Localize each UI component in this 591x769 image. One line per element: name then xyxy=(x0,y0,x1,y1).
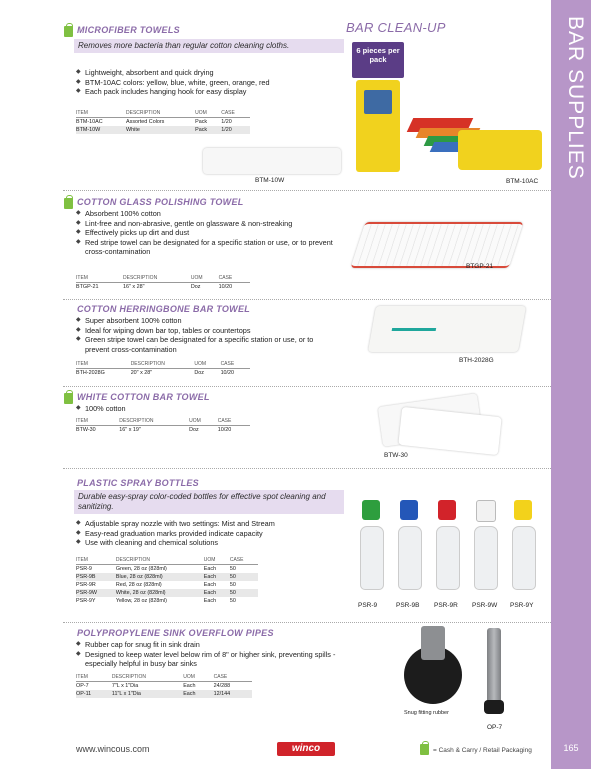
bullet-item: ◆ Green stripe towel can be designated for a specific station or use, or to prevent cross-contamination xyxy=(76,335,338,354)
microfiber-table: ITEM DESCRIPTION UOM CASE BTM-10AC Assorted Colors Pack 1/20 BTM-10W White Pack 1/20 xyxy=(76,110,250,134)
bullet-item: ◆ Adjustable spray nozzle with two settings: Mist and Stream xyxy=(76,519,351,529)
section-divider xyxy=(63,468,551,469)
table-row: OP-11 11"L x 1"Dia Each 12/144 xyxy=(76,690,252,698)
white-towel-bullets xyxy=(76,404,276,414)
section-divider xyxy=(63,299,551,300)
image-label: Snug fitting rubber xyxy=(404,710,449,716)
bullet-item: ◆ Rubber cap for snug fit in sink drain xyxy=(76,640,351,650)
page-heading: BAR CLEAN-UP xyxy=(346,20,446,35)
herringbone-heading: COTTON HERRINGBONE BAR TOWEL xyxy=(77,304,251,314)
bullet-item: ◆ Easy-read graduation marks provided indicate capacity xyxy=(76,529,351,539)
herringbone-towel-image xyxy=(368,306,526,352)
spray-heading: PLASTIC SPRAY BOTTLES xyxy=(77,478,199,488)
image-label: PSR-9 xyxy=(358,602,378,609)
image-label: PSR-9W xyxy=(472,602,498,609)
bullet-item: ◆ Red stripe towel can be designated for a specific station or use, or to prevent cross-contamination xyxy=(76,238,338,257)
spray-bottle-image xyxy=(360,526,384,590)
pack-callout: 6 pieces per pack xyxy=(352,42,404,78)
table-row: BTW-30 16" x 19" Doz 10/20 xyxy=(76,427,232,433)
table-row: BTM-10AC Assorted Colors Pack 1/20 xyxy=(76,119,232,125)
image-label: PSR-9R xyxy=(434,602,458,609)
bullet-item: ◆ Effectively picks up dirt and dust xyxy=(76,228,338,238)
table-row: OP-7 7"L x 1"Dia Each 24/288 xyxy=(76,683,231,689)
white-towel-image xyxy=(398,407,501,455)
cash-carry-bag-icon xyxy=(64,26,73,37)
assorted-towels-image xyxy=(410,118,544,170)
page-number: 165 xyxy=(551,738,591,758)
red-trigger-icon xyxy=(438,500,456,520)
white-trigger-icon xyxy=(476,500,496,522)
bullet-item: ◆ Lint-free and non-abrasive, gentle on glassware & non-streaking xyxy=(76,219,338,229)
yellow-pack-image xyxy=(356,80,400,172)
table-row: PSR-9B Blue, 28 oz (828ml) Each 50 xyxy=(76,573,258,581)
cash-carry-bag-icon xyxy=(420,744,429,755)
spray-bottles-row xyxy=(352,496,548,616)
winco-logo: winco xyxy=(277,742,335,756)
footer-legend: = Cash & Carry / Retail Packaging xyxy=(433,747,532,754)
section-divider xyxy=(63,190,551,191)
glass-towel-bullets xyxy=(76,209,338,257)
sink-pipe-table: ITEM DESCRIPTION UOM CASE OP-7 7"L x 1"Dia Each 24/288 OP-11 11"L x 1"Dia Each 12/144 xyxy=(76,674,252,698)
sink-pipe-heading: POLYPROPYLENE SINK OVERFLOW PIPES xyxy=(77,628,274,638)
spray-highlight: Durable easy-spray color-coded bottles for effective spot cleaning and sanitizing. xyxy=(74,490,344,514)
table-row: BTGP-21 16" x 28" Doz 10/20 xyxy=(76,284,233,290)
section-divider xyxy=(63,622,551,623)
rubber-cap-image xyxy=(404,646,462,704)
glass-towel-table: ITEM DESCRIPTION UOM CASE BTGP-21 16" x 28" Doz 10/20 xyxy=(76,275,250,291)
herringbone-bullets xyxy=(76,316,338,354)
spray-bullets xyxy=(76,519,351,548)
glass-towel-image xyxy=(351,222,524,268)
white-towel-heading: WHITE COTTON BAR TOWEL xyxy=(77,392,210,402)
image-label: PSR-9B xyxy=(396,602,420,609)
blue-trigger-icon xyxy=(400,500,418,520)
bullet-item: ◆ Use with cleaning and chemical solutions xyxy=(76,538,351,548)
bullet-item: ◆ Designed to keep water level below rim of 8" or higher sink, preventing spills - especially helpful in busy bar sinks xyxy=(76,650,351,669)
sidebar-title: BAR SUPPLIES xyxy=(564,16,587,180)
table-row: PSR-9W White, 28 oz (828ml) Each 50 xyxy=(76,589,258,597)
white-towel-table: ITEM DESCRIPTION UOM CASE BTW-30 16" x 19" Doz 10/20 xyxy=(76,418,250,434)
section-sidebar xyxy=(551,0,591,769)
spray-bottle-image xyxy=(474,526,498,590)
image-label: OP-7 xyxy=(487,724,503,731)
sink-pipe-bullets xyxy=(76,640,351,669)
image-label: PSR-9Y xyxy=(510,602,534,609)
green-trigger-icon xyxy=(362,500,380,520)
overflow-pipe-image xyxy=(487,628,501,710)
bullet-item: ◆ Absorbent 100% cotton xyxy=(76,209,338,219)
table-row: BTM-10W White Pack 1/20 xyxy=(76,126,250,134)
spray-bottle-image xyxy=(436,526,460,590)
image-label: BTGP-21 xyxy=(466,263,494,270)
image-label: BTH-2028G xyxy=(459,357,494,364)
bullet-item: ◆ Super absorbent 100% cotton xyxy=(76,316,338,326)
bullet-item: ◆ Each pack includes hanging hook for easy display xyxy=(76,87,341,97)
table-row: PSR-9Y Yellow, 28 oz (828ml) Each 50 xyxy=(76,598,236,604)
herringbone-table: ITEM DESCRIPTION UOM CASE BTH-2028G 20" x 28" Doz 10/20 xyxy=(76,361,250,377)
image-label: BTM-10AC xyxy=(506,178,539,185)
yellow-trigger-icon xyxy=(514,500,532,520)
microfiber-white-towel-image xyxy=(203,148,341,174)
spray-bottle-image xyxy=(398,526,422,590)
bullet-item: ◆ Lightweight, absorbent and quick drying xyxy=(76,68,341,78)
bullet-item: ◆ 100% cotton xyxy=(76,404,276,414)
section-divider xyxy=(63,386,551,387)
image-label: BTW-30 xyxy=(384,452,408,459)
microfiber-bullets xyxy=(76,68,341,97)
table-row: BTH-2028G 20" x 28" Doz 10/20 xyxy=(76,370,235,376)
footer-url[interactable]: www.wincous.com xyxy=(76,744,150,754)
cash-carry-bag-icon xyxy=(64,198,73,209)
spray-table: ITEM DESCRIPTION UOM CASE PSR-9 Green, 28 oz (828ml) Each 50 PSR-9B Blue, 28 oz (828ml) Each 50 PSR-9R Red, 28 oz (828ml) Each 50 PSR-9W White, 28 oz (828ml) Each 50 PSR-9Y Yellow, 28 oz (828ml) Each 50 xyxy=(76,557,258,605)
glass-towel-heading: COTTON GLASS POLISHING TOWEL xyxy=(77,197,244,207)
spray-bottle-image xyxy=(512,526,536,590)
image-label: BTM-10W xyxy=(255,177,285,184)
table-row: PSR-9 Green, 28 oz (828ml) Each 50 xyxy=(76,566,236,572)
bullet-item: ◆ Ideal for wiping down bar top, tables or countertops xyxy=(76,326,338,336)
microfiber-highlight: Removes more bacteria than regular cotton cleaning cloths. xyxy=(74,39,344,53)
cash-carry-bag-icon xyxy=(64,393,73,404)
microfiber-heading: MICROFIBER TOWELS xyxy=(77,25,180,35)
table-row: PSR-9R Red, 28 oz (828ml) Each 50 xyxy=(76,582,236,588)
bullet-item: ◆ BTM-10AC colors: yellow, blue, white, green, orange, red xyxy=(76,78,341,88)
